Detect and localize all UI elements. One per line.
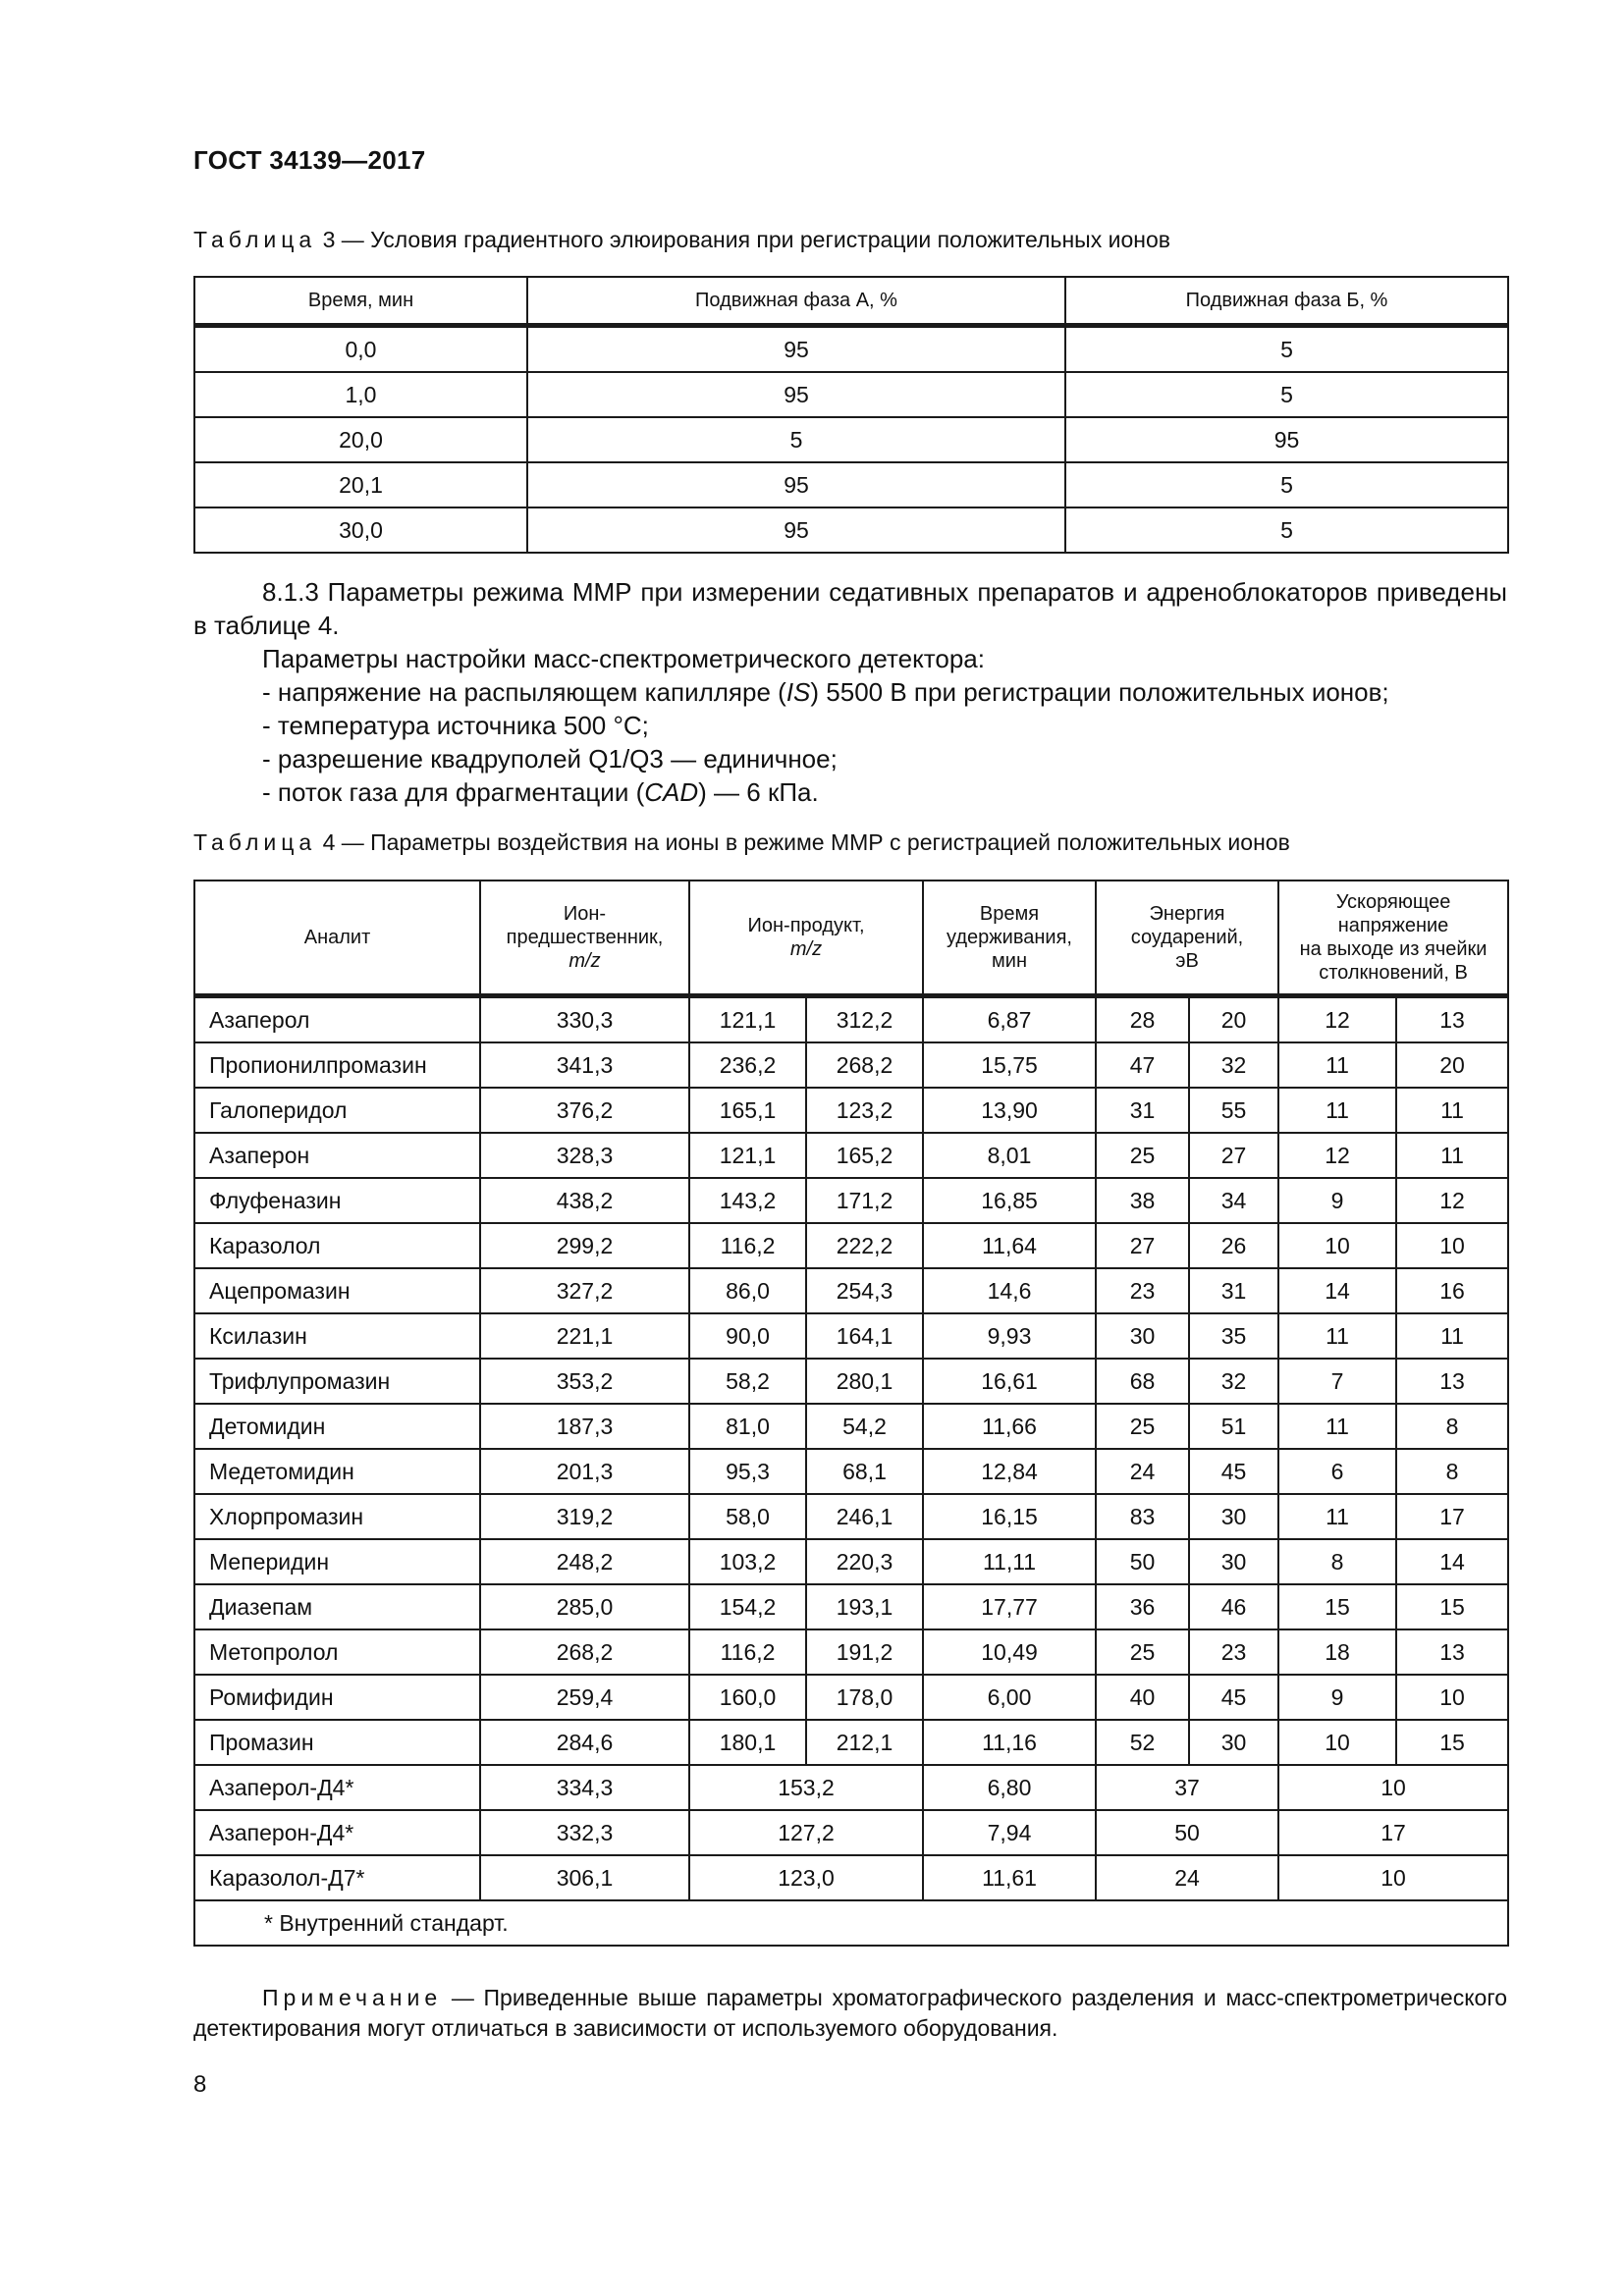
table-cell: 165,2: [806, 1133, 923, 1178]
table3-caption: [193, 227, 1170, 253]
table-cell: 11,64: [923, 1223, 1096, 1268]
table-cell: 23: [1096, 1268, 1189, 1313]
table-cell: Детомидин: [194, 1404, 480, 1449]
table-cell: 11: [1396, 1313, 1508, 1359]
table-row: [194, 1675, 1508, 1720]
table-row: [194, 1178, 1508, 1223]
table-cell: 68,1: [806, 1449, 923, 1494]
table-cell: 123,0: [689, 1855, 923, 1900]
table-cell: 35: [1189, 1313, 1278, 1359]
table-cell: 299,2: [480, 1223, 689, 1268]
table-cell: 24: [1096, 1449, 1189, 1494]
table3-header-phase-b: Подвижная фаза Б, %: [1065, 277, 1508, 326]
table-cell: 123,2: [806, 1088, 923, 1133]
table-cell: 353,2: [480, 1359, 689, 1404]
table-cell: 50: [1096, 1810, 1278, 1855]
table-cell: Метопролол: [194, 1629, 480, 1675]
table-cell: 40: [1096, 1675, 1189, 1720]
table-cell: 171,2: [806, 1178, 923, 1223]
table-cell: 27: [1096, 1223, 1189, 1268]
table4-header-analyte: Аналит: [194, 881, 480, 996]
section-8-1-3: [193, 575, 1507, 809]
table-cell: 5: [1065, 507, 1508, 553]
table-cell: 221,1: [480, 1313, 689, 1359]
table-cell: 20: [1396, 1042, 1508, 1088]
table4-caption: [193, 829, 1290, 856]
table-cell: 15: [1278, 1584, 1396, 1629]
table-cell: 8: [1396, 1449, 1508, 1494]
table-row: [194, 1855, 1508, 1900]
table-cell: 31: [1189, 1268, 1278, 1313]
table-cell: 14,6: [923, 1268, 1096, 1313]
table-cell: 95: [527, 372, 1065, 417]
table-cell: 95,3: [689, 1449, 806, 1494]
table-cell: Трифлупромазин: [194, 1359, 480, 1404]
table-cell: 285,0: [480, 1584, 689, 1629]
note-text: — Приведенные выше параметры хроматографического разделения и масс-спектрометрического детектирования могут отличаться в зависимости от используемого оборудования.: [193, 1985, 1507, 2041]
table-cell: 9,93: [923, 1313, 1096, 1359]
table-row: [194, 507, 1508, 553]
table-cell: 16,15: [923, 1494, 1096, 1539]
table-row: [194, 372, 1508, 417]
table-cell: 18: [1278, 1629, 1396, 1675]
table-cell: 13,90: [923, 1088, 1096, 1133]
table-cell: 328,3: [480, 1133, 689, 1178]
table-cell: 312,2: [806, 996, 923, 1043]
table-cell: Галоперидол: [194, 1088, 480, 1133]
table-cell: 90,0: [689, 1313, 806, 1359]
table-cell: Ксилазин: [194, 1313, 480, 1359]
table-cell: 13: [1396, 1629, 1508, 1675]
table3-caption-label: Таблица: [193, 227, 317, 252]
table-cell: 12: [1278, 1133, 1396, 1178]
list-item-quadrupole-resolution: - разрешение квадруполей Q1/Q3 — единичное;: [262, 744, 838, 774]
table-cell: 5: [1065, 326, 1508, 373]
list-item-gas-flow: - поток газа для фрагментации (CAD) — 6 кПа.: [262, 777, 819, 807]
table-cell: 246,1: [806, 1494, 923, 1539]
table-cell: 143,2: [689, 1178, 806, 1223]
list-item-capillary-voltage: - напряжение на распыляющем капилляре (IS) 5500 В при регистрации положительных ионов;: [262, 677, 1389, 707]
table-row: [194, 1359, 1508, 1404]
table-cell: 95: [527, 326, 1065, 373]
table-cell: 6,87: [923, 996, 1096, 1043]
table-cell: 178,0: [806, 1675, 923, 1720]
table-cell: 13: [1396, 996, 1508, 1043]
table-row: [194, 1449, 1508, 1494]
table-cell: 9: [1278, 1675, 1396, 1720]
table-cell: Пропионилпромазин: [194, 1042, 480, 1088]
table-cell: 54,2: [806, 1404, 923, 1449]
table-cell: 30: [1189, 1720, 1278, 1765]
table-cell: 11,16: [923, 1720, 1096, 1765]
table-row: [194, 1313, 1508, 1359]
table-cell: 20: [1189, 996, 1278, 1043]
table-cell: 81,0: [689, 1404, 806, 1449]
table-cell: Хлорпромазин: [194, 1494, 480, 1539]
paragraph-detector-settings: Параметры настройки масс-спектрометрического детектора:: [262, 644, 985, 673]
table3-header-time: Время, мин: [194, 277, 527, 326]
table-row: [194, 1539, 1508, 1584]
list-item-source-temperature: - температура источника 500 °С;: [262, 711, 649, 740]
table-cell: 10: [1278, 1720, 1396, 1765]
table-cell: 26: [1189, 1223, 1278, 1268]
table-cell: 24: [1096, 1855, 1278, 1900]
table-cell: 12,84: [923, 1449, 1096, 1494]
table-cell: 11,11: [923, 1539, 1096, 1584]
table-cell: 36: [1096, 1584, 1189, 1629]
table4-mrm-parameters: [193, 880, 1509, 1947]
table-cell: 11,66: [923, 1404, 1096, 1449]
table-row: [194, 1494, 1508, 1539]
table-cell: 376,2: [480, 1088, 689, 1133]
table4-footnote-row: [194, 1900, 1508, 1946]
table-row: [194, 1042, 1508, 1088]
table4-header-row: [194, 881, 1508, 996]
table-cell: 32: [1189, 1042, 1278, 1088]
table-cell: 5: [1065, 462, 1508, 507]
table-cell: Ацепромазин: [194, 1268, 480, 1313]
table-cell: Меперидин: [194, 1539, 480, 1584]
table-cell: 83: [1096, 1494, 1189, 1539]
table-cell: 28: [1096, 996, 1189, 1043]
table4-header-collision-energy: Энергия соударений, эВ: [1096, 881, 1278, 996]
table-cell: 17: [1278, 1810, 1508, 1855]
table-cell: 10,49: [923, 1629, 1096, 1675]
table-cell: 11: [1278, 1088, 1396, 1133]
table-cell: 15: [1396, 1720, 1508, 1765]
table-cell: 212,1: [806, 1720, 923, 1765]
table-cell: 268,2: [806, 1042, 923, 1088]
table-cell: 8: [1278, 1539, 1396, 1584]
table-cell: Медетомидин: [194, 1449, 480, 1494]
table-cell: Диазепам: [194, 1584, 480, 1629]
table-cell: Ромифидин: [194, 1675, 480, 1720]
table-cell: 51: [1189, 1404, 1278, 1449]
table-row: [194, 1404, 1508, 1449]
table4-header-retention-time: Время удерживания, мин: [923, 881, 1096, 996]
table-cell: 30: [1096, 1313, 1189, 1359]
table-cell: 10: [1278, 1223, 1396, 1268]
table-cell: 37: [1096, 1765, 1278, 1810]
table3-header-phase-a: Подвижная фаза А, %: [527, 277, 1065, 326]
table-cell: 13: [1396, 1359, 1508, 1404]
table-cell: 12: [1278, 996, 1396, 1043]
table-cell: 284,6: [480, 1720, 689, 1765]
table-cell: 25: [1096, 1133, 1189, 1178]
table3-header-row: [194, 277, 1508, 326]
table-row: [194, 326, 1508, 373]
table-cell: 17: [1396, 1494, 1508, 1539]
table-cell: 103,2: [689, 1539, 806, 1584]
table-cell: 334,3: [480, 1765, 689, 1810]
table-cell: 17,77: [923, 1584, 1096, 1629]
table-cell: 121,1: [689, 996, 806, 1043]
table-cell: 16,85: [923, 1178, 1096, 1223]
table-cell: 50: [1096, 1539, 1189, 1584]
table-cell: 236,2: [689, 1042, 806, 1088]
table-cell: 38: [1096, 1178, 1189, 1223]
table-cell: 7,94: [923, 1810, 1096, 1855]
table-cell: 438,2: [480, 1178, 689, 1223]
table-cell: 154,2: [689, 1584, 806, 1629]
table-cell: 222,2: [806, 1223, 923, 1268]
table-cell: 306,1: [480, 1855, 689, 1900]
table-cell: 220,3: [806, 1539, 923, 1584]
table-cell: 11: [1278, 1404, 1396, 1449]
table-cell: 10: [1396, 1675, 1508, 1720]
table-cell: 58,0: [689, 1494, 806, 1539]
table-cell: 11: [1278, 1313, 1396, 1359]
table-cell: 95: [527, 507, 1065, 553]
table-cell: 95: [527, 462, 1065, 507]
table-row: [194, 1088, 1508, 1133]
table-cell: 6: [1278, 1449, 1396, 1494]
table3-caption-text: 3 — Условия градиентного элюирования при регистрации положительных ионов: [322, 227, 1170, 252]
table-cell: 11: [1278, 1042, 1396, 1088]
table-cell: 116,2: [689, 1629, 806, 1675]
table-row: [194, 462, 1508, 507]
table-cell: 341,3: [480, 1042, 689, 1088]
table-row: [194, 1133, 1508, 1178]
table-cell: 11: [1396, 1133, 1508, 1178]
table-cell: 12: [1396, 1178, 1508, 1223]
table-cell: 32: [1189, 1359, 1278, 1404]
table-cell: 121,1: [689, 1133, 806, 1178]
table-cell: 68: [1096, 1359, 1189, 1404]
table-row: [194, 1268, 1508, 1313]
table-cell: 10: [1396, 1223, 1508, 1268]
table-cell: 30,0: [194, 507, 527, 553]
table-cell: 34: [1189, 1178, 1278, 1223]
table-cell: 259,4: [480, 1675, 689, 1720]
table-cell: 10: [1278, 1765, 1508, 1810]
table-cell: 0,0: [194, 326, 527, 373]
table-cell: 165,1: [689, 1088, 806, 1133]
table-cell: 30: [1189, 1494, 1278, 1539]
table-note: [193, 1983, 1507, 2044]
table4-caption-text: 4 — Параметры воздействия на ионы в режиме ММР с регистрацией положительных ионов: [322, 829, 1290, 855]
paragraph-mmr-parameters: 8.1.3 Параметры режима ММР при измерении седативных препаратов и адреноблокаторов приведены в таблице 4.: [193, 577, 1507, 640]
table-cell: 25: [1096, 1404, 1189, 1449]
table-cell: 160,0: [689, 1675, 806, 1720]
table-cell: 10: [1278, 1855, 1508, 1900]
table-cell: 46: [1189, 1584, 1278, 1629]
table-cell: 52: [1096, 1720, 1189, 1765]
table-cell: Флуфеназин: [194, 1178, 480, 1223]
table-cell: 327,2: [480, 1268, 689, 1313]
table-cell: 15,75: [923, 1042, 1096, 1088]
table4-header-exit-voltage: Ускоряющее напряжение на выходе из ячейки столкновений, В: [1278, 881, 1508, 996]
table-cell: 6,00: [923, 1675, 1096, 1720]
table-cell: 268,2: [480, 1629, 689, 1675]
table-cell: 31: [1096, 1088, 1189, 1133]
table-cell: 319,2: [480, 1494, 689, 1539]
table-row: [194, 1810, 1508, 1855]
table-row: [194, 1584, 1508, 1629]
table-cell: 8,01: [923, 1133, 1096, 1178]
table-cell: 23: [1189, 1629, 1278, 1675]
table-cell: 127,2: [689, 1810, 923, 1855]
table-cell: 201,3: [480, 1449, 689, 1494]
table-cell: 14: [1396, 1539, 1508, 1584]
table-cell: 9: [1278, 1178, 1396, 1223]
table-cell: 153,2: [689, 1765, 923, 1810]
table-cell: 280,1: [806, 1359, 923, 1404]
table-cell: 27: [1189, 1133, 1278, 1178]
table4-header-product: Ион-продукт, m/z: [689, 881, 923, 996]
table-cell: Азаперон: [194, 1133, 480, 1178]
table-cell: 8: [1396, 1404, 1508, 1449]
table-row: [194, 1629, 1508, 1675]
table-row: [194, 996, 1508, 1043]
table-cell: 15: [1396, 1584, 1508, 1629]
table-cell: 164,1: [806, 1313, 923, 1359]
table-cell: 11: [1278, 1494, 1396, 1539]
page-number: 8: [193, 2071, 207, 2098]
note-label: Примечание: [262, 1985, 443, 2010]
table3-gradient-conditions: [193, 276, 1509, 554]
table-cell: 20,0: [194, 417, 527, 462]
document-code: ГОСТ 34139—2017: [193, 145, 426, 175]
table-cell: 248,2: [480, 1539, 689, 1584]
table-cell: 187,3: [480, 1404, 689, 1449]
table-cell: 191,2: [806, 1629, 923, 1675]
table-cell: 1,0: [194, 372, 527, 417]
table-cell: 45: [1189, 1675, 1278, 1720]
table-cell: Каразолол: [194, 1223, 480, 1268]
table-cell: 95: [1065, 417, 1508, 462]
table-cell: 25: [1096, 1629, 1189, 1675]
table-cell: 11: [1396, 1088, 1508, 1133]
table-cell: 86,0: [689, 1268, 806, 1313]
table-cell: 55: [1189, 1088, 1278, 1133]
table-cell: 5: [1065, 372, 1508, 417]
table-cell: 6,80: [923, 1765, 1096, 1810]
table-row: [194, 1720, 1508, 1765]
table-cell: 193,1: [806, 1584, 923, 1629]
table-row: [194, 1223, 1508, 1268]
table-cell: Промазин: [194, 1720, 480, 1765]
table-cell: 20,1: [194, 462, 527, 507]
table-cell: 254,3: [806, 1268, 923, 1313]
table-cell: 14: [1278, 1268, 1396, 1313]
table-cell: Азаперол-Д4*: [194, 1765, 480, 1810]
table-cell: 11,61: [923, 1855, 1096, 1900]
table-cell: 45: [1189, 1449, 1278, 1494]
table4-caption-label: Таблица: [193, 829, 317, 855]
table-cell: 5: [527, 417, 1065, 462]
table-row: [194, 1765, 1508, 1810]
table-cell: Азаперол: [194, 996, 480, 1043]
table-cell: 180,1: [689, 1720, 806, 1765]
table-cell: 332,3: [480, 1810, 689, 1855]
table-cell: 30: [1189, 1539, 1278, 1584]
table-cell: 16: [1396, 1268, 1508, 1313]
table-cell: Азаперон-Д4*: [194, 1810, 480, 1855]
table-row: [194, 417, 1508, 462]
table-cell: 16,61: [923, 1359, 1096, 1404]
table-cell: 47: [1096, 1042, 1189, 1088]
table4-header-precursor: Ион- предшественник, m/z: [480, 881, 689, 996]
table-cell: 330,3: [480, 996, 689, 1043]
table-cell: Каразолол-Д7*: [194, 1855, 480, 1900]
table-cell: 116,2: [689, 1223, 806, 1268]
table-cell: 58,2: [689, 1359, 806, 1404]
table-cell: 7: [1278, 1359, 1396, 1404]
table4-footnote: * Внутренний стандарт.: [194, 1900, 1508, 1946]
